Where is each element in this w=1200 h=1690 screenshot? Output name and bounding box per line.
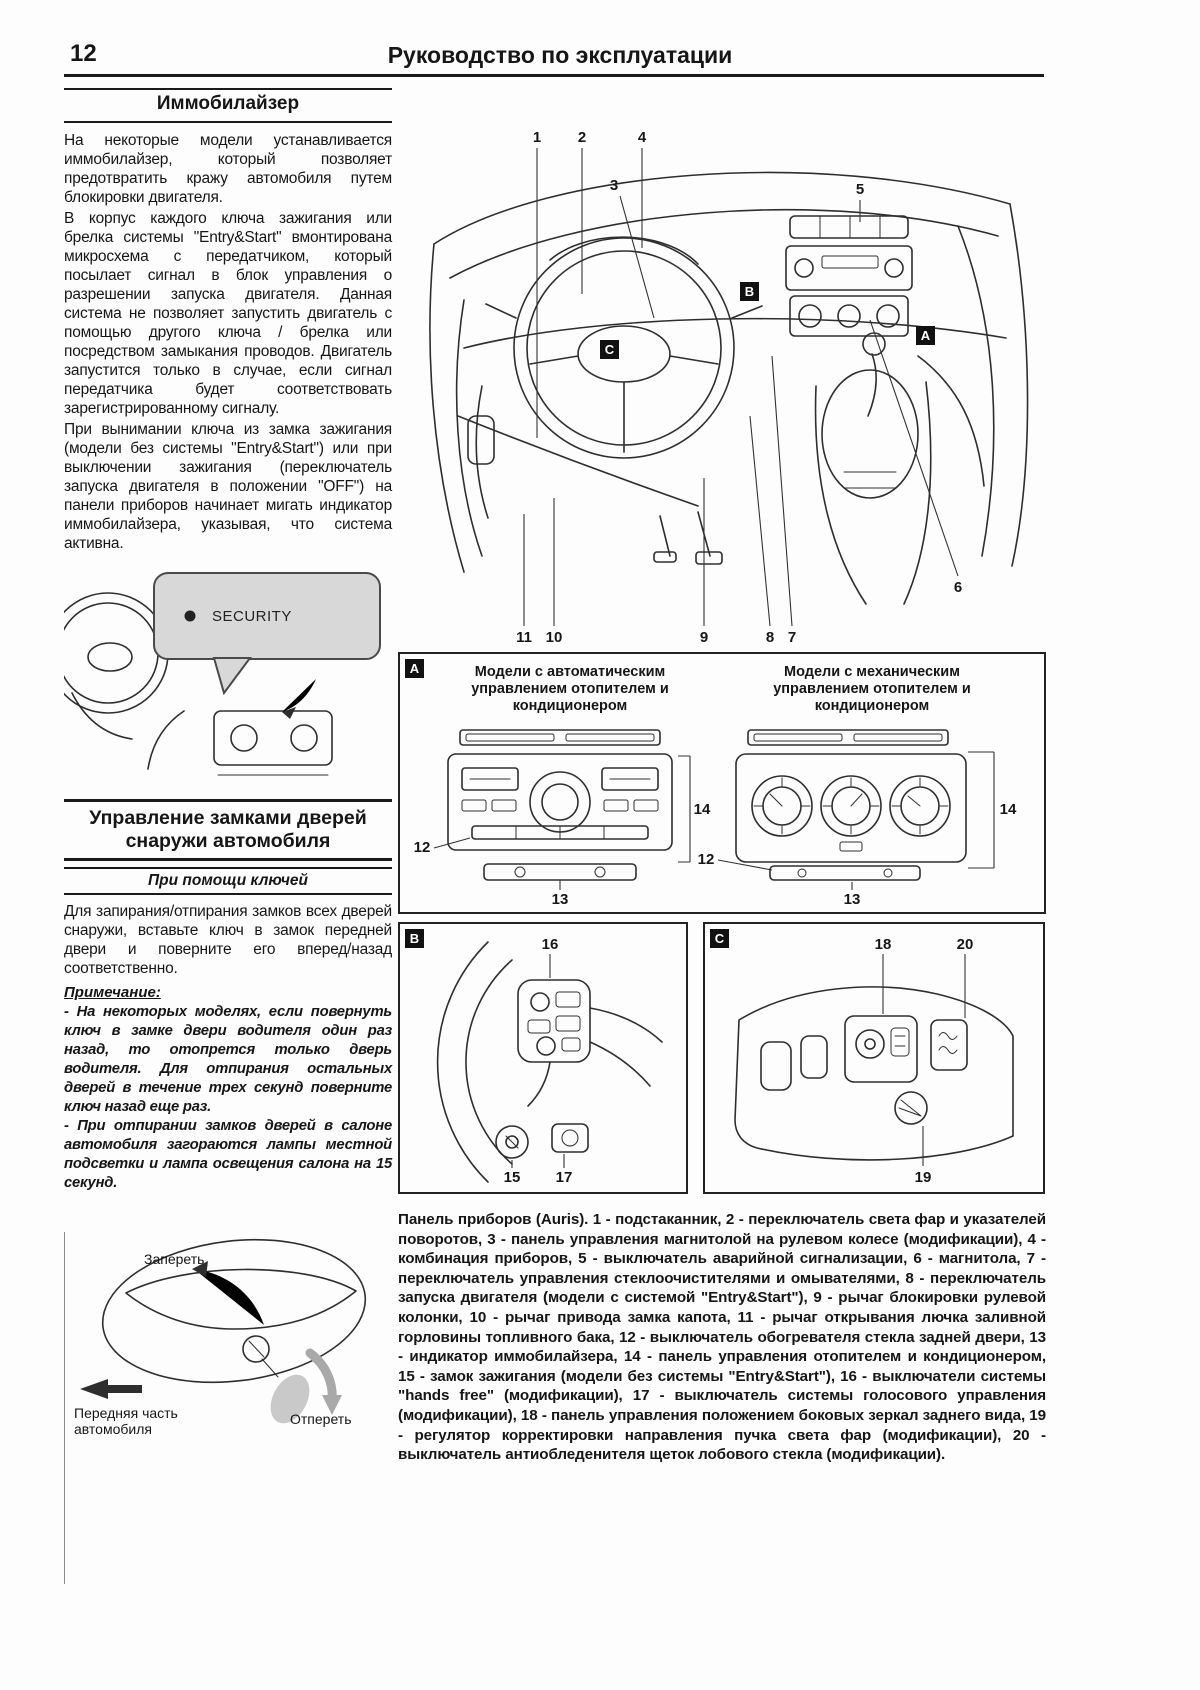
panel-b	[398, 922, 688, 1194]
left-column	[64, 88, 392, 1475]
callout-2: 2	[577, 129, 587, 146]
security-callout-box	[154, 573, 380, 693]
steering-controls-art	[400, 924, 686, 1192]
panel-c-leader-lines	[883, 954, 965, 1166]
lock-label: Запереть	[144, 1251, 205, 1267]
immobilizer-heading: Иммобилайзер	[64, 88, 392, 123]
unlock-label: Отпереть	[290, 1411, 352, 1427]
callout-9: 9	[699, 629, 709, 646]
door-locks-heading: Управление замками дверей снаружи автомобиля	[64, 799, 392, 861]
panel-a-label: A	[405, 659, 424, 678]
callout-17: 17	[555, 1169, 573, 1186]
section-marker-c: C	[600, 340, 619, 359]
dashboard-line-art	[398, 86, 1046, 652]
figure-caption: Панель приборов (Auris). 1 - подстаканник, 2 - переключатель света фар и указателей поворотов, 3 - панель управления магнитолой на рулевом колесе (модификации), 4 - комбинация приборов, 5 - выключатель аварийной сигнализации, 6 - магнитола, 7 - переключатель управления стеклоочистителями и омывателями, 8 - переключатель запуска двигателя (модели с системой "Entry&Start"), 9 - рычаг блокировки рулевой колонки, 10 - рычаг привода замка капота, 11 - рычаг открывания лючка заливной горловины топливного бака, 12 - выключатель обогревателя стекла задней двери, 13 - индикатор иммобилайзера, 14 - панель управления отопителем и кондиционером, 15 - замок зажигания (модели без системы "Entry&Start"), 16 - выключатели системы "hands free" (модификации), 17 - выключатель системы голосового управления (модификации), 18 - панель управления положением боковых зеркал заднего вида, 19 - регулятор корректировки направления пучка света фар (модификации), 20 - выключатель антиобледенителя щеток лобового стекла (модификации).	[398, 1211, 1046, 1464]
manual-climate-panel-icon	[736, 730, 966, 880]
callout-14-left: 14	[693, 801, 711, 818]
note-item: - При отпирании замков дверей в салоне автомобиля загораются лампы местной подсветки и лампа освещения салона на 15 секунд.	[64, 1118, 392, 1191]
callout-15: 15	[503, 1169, 521, 1186]
panel-a	[398, 652, 1046, 914]
climate-controls-art	[400, 654, 1044, 912]
panel-a-left-title: Модели с автоматическим управлением отопителем и кондиционером	[471, 664, 669, 714]
callout-11: 11	[516, 629, 532, 646]
callout-7: 7	[787, 629, 797, 646]
dashboard-diagram	[398, 86, 1046, 652]
callout-18: 18	[874, 936, 892, 953]
header-rule	[64, 74, 1044, 77]
note-item: - На некоторых моделях, если повернуть ключ в замке двери водителя один раз назад, то отопрется только дверь водителя. Для отпирания остальных дверей в течение трех секунд поверните ключ назад еще раз.	[64, 1004, 392, 1115]
callout-13-left: 13	[551, 891, 569, 908]
callout-4: 4	[637, 129, 647, 146]
door-handle-figure	[64, 1207, 392, 1475]
callout-10: 10	[545, 629, 563, 646]
mirror-controls-art	[705, 924, 1043, 1192]
callout-20: 20	[956, 936, 974, 953]
security-figure-art	[64, 561, 392, 789]
immobilizer-paragraph: На некоторые модели устанавливается иммобилайзер, который позволяет предотвратить кражу автомобиля путем блокировки двигателя.	[64, 132, 392, 206]
callout-1: 1	[532, 129, 542, 146]
callout-19: 19	[914, 1169, 932, 1186]
immobilizer-paragraph: В корпус каждого ключа зажигания или брелка системы "Entry&Start" вмонтирована микросхема с передатчиком, который посылает сигнал в блок управления о разрешении запуска двигателя. Данная система не позволяет запустить двигатель с помощью другого ключа / брелка или посредством замыкания проводов. Двигатель запустится только в случае, если сигнал передатчика будет соответствовать зарегистрированному сигналу.	[64, 210, 392, 417]
front-direction-arrow-icon	[80, 1379, 142, 1399]
callout-13-right: 13	[843, 891, 861, 908]
panel-c	[703, 922, 1045, 1194]
callout-3: 3	[609, 177, 619, 194]
unlock-arrow-icon	[310, 1353, 342, 1415]
note-heading: Примечание:	[64, 984, 161, 1001]
dashboard-art	[430, 173, 1028, 604]
callout-16: 16	[541, 936, 559, 953]
section-marker-a: A	[916, 326, 935, 345]
callout-14-right: 14	[999, 801, 1017, 818]
panel-c-label: C	[710, 929, 729, 948]
door-switch-panel-icon	[735, 987, 1013, 1160]
page-title: Руководство по эксплуатации	[387, 42, 733, 68]
page-number: 12	[70, 40, 97, 67]
dashboard-console-icon	[214, 711, 332, 775]
immobilizer-paragraph: При вынимании ключа из замка зажигания (модели без системы "Entry&Start") или при выключении зажигания (переключатель запуска двигателя в положении "OFF") на панели приборов начинает мигать индикатор иммобилайзера, указывая, что система активна.	[64, 421, 392, 552]
callout-6: 6	[953, 579, 963, 596]
security-label: SECURITY	[212, 608, 292, 625]
callout-leader-lines	[524, 148, 958, 626]
automatic-climate-panel-icon	[448, 730, 672, 880]
callout-5: 5	[855, 181, 865, 198]
door-locks-paragraph: Для запирания/отпирания замков всех дверей снаружи, вставьте ключ в замок передней двери и поверните его вперед/назад соответственно.	[64, 903, 392, 977]
callout-8: 8	[765, 629, 775, 646]
section-marker-b: B	[740, 282, 759, 301]
panel-b-label: B	[405, 929, 424, 948]
door-handle-icon	[94, 1225, 373, 1396]
keys-subheading: При помощи ключей	[64, 867, 392, 895]
callout-12-right: 12	[697, 851, 715, 868]
panel-a-right-title: Модели с механическим управлением отопителем и кондиционером	[773, 664, 971, 714]
front-label: Передняя часть автомобиля	[74, 1405, 178, 1437]
callout-12-left: 12	[413, 839, 431, 856]
security-indicator-figure	[64, 561, 392, 789]
pointer-arrow-icon	[282, 679, 316, 719]
